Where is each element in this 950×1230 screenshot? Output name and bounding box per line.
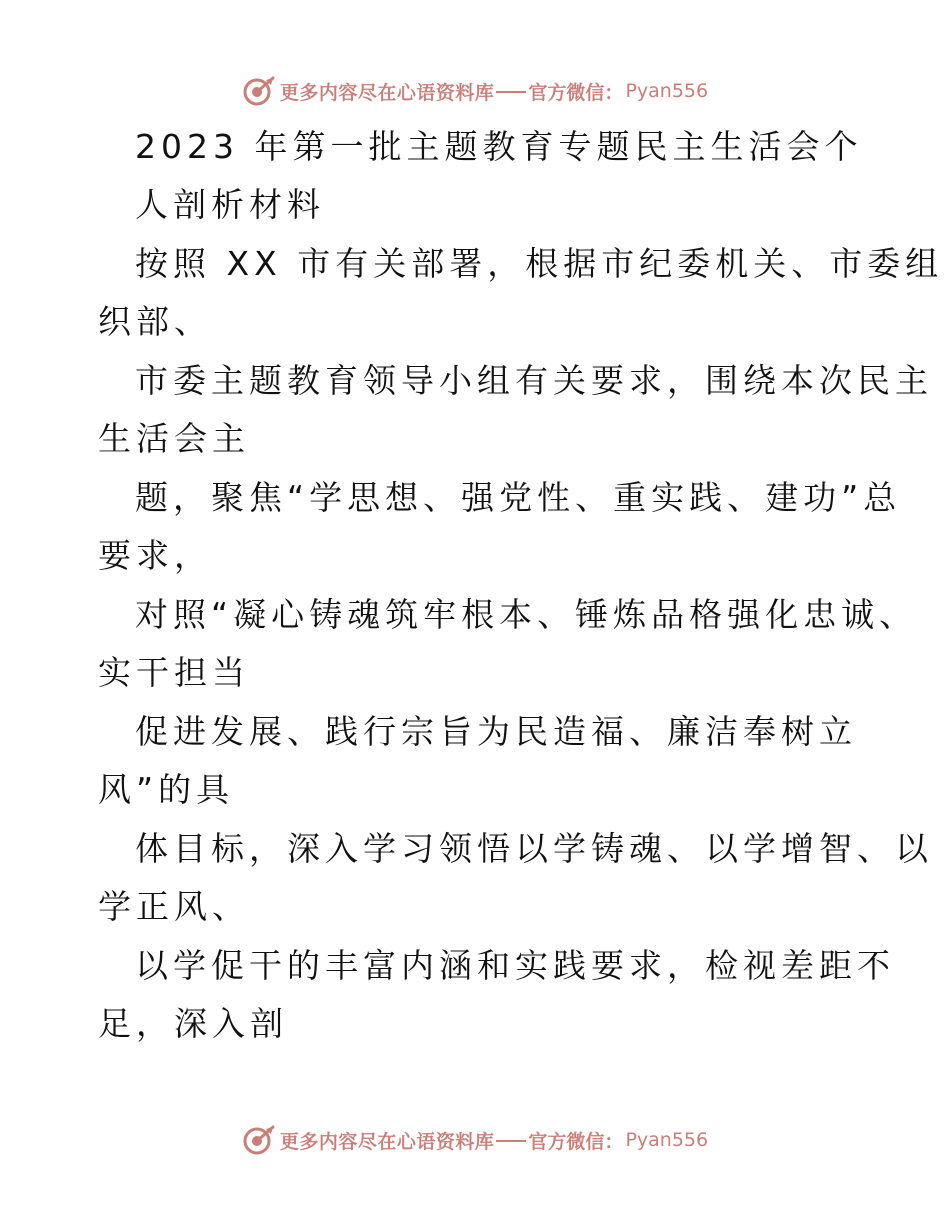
body-line: 要求， (98, 536, 212, 575)
body-line: 以学促干的丰富内涵和实践要求，检视差距不 (135, 946, 895, 985)
banner-wechat-id: Pyan556 (625, 1129, 709, 1151)
body-line: 风”的具 (98, 770, 235, 809)
title-line-2: 人剖析材料 (135, 185, 325, 224)
title-line-1: 2023 年第一批主题教育专题民主生活会个 (135, 127, 863, 166)
body-line: 实干担当 (98, 653, 250, 692)
body-line: 促进发展、践行宗旨为民造福、廉洁奉树立 (135, 712, 857, 751)
pen-logo-icon (242, 1123, 276, 1157)
body-line: 按照 XX 市有关部署，根据市纪委机关、市委组 (135, 244, 944, 283)
banner-dash (496, 1140, 526, 1142)
banner-text: 更多内容尽在心语资料库 (279, 81, 495, 104)
body-line: 体目标，深入学习领悟以学铸魂、以学增智、以 (135, 829, 933, 868)
body-line: 生活会主 (98, 419, 250, 458)
body-line: 学正风、 (98, 887, 250, 926)
body-line: 题，聚焦“学思想、强党性、重实践、建功”总 (135, 478, 902, 517)
banner-dash (496, 91, 526, 93)
header-watermark-banner (0, 71, 950, 111)
body-line: 足，深入剖 (98, 1004, 288, 1043)
banner-wechat-label: 官方微信： (528, 1130, 624, 1153)
body-line: 织部、 (98, 302, 212, 341)
body-line: 对照“凝心铸魂筑牢根本、锤炼品格强化忠诚、 (135, 595, 918, 634)
body-line: 市委主题教育领导小组有关要求，围绕本次民主 (135, 361, 933, 400)
pen-logo-icon (242, 74, 276, 108)
banner-wechat-id: Pyan556 (625, 80, 709, 102)
banner-text: 更多内容尽在心语资料库 (279, 1130, 495, 1153)
footer-watermark-banner (0, 1120, 950, 1160)
banner-wechat-label: 官方微信： (528, 81, 624, 104)
